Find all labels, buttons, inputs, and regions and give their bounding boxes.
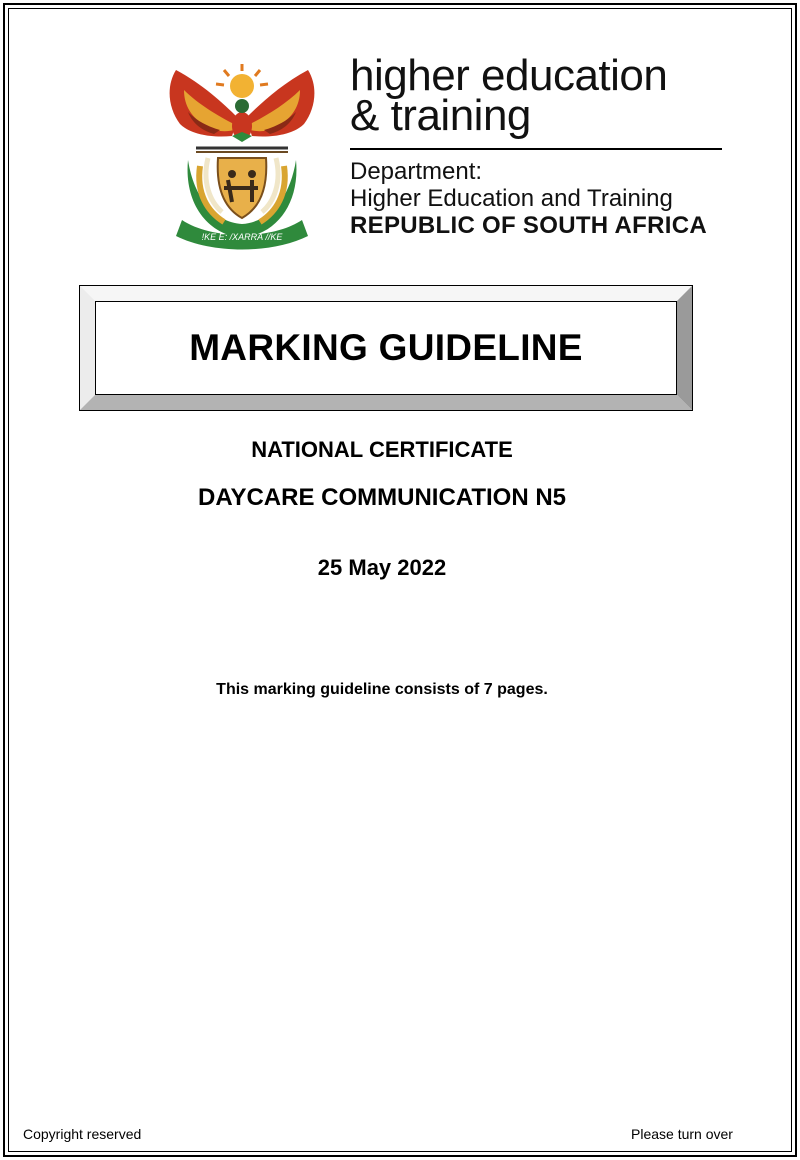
footer-turn-over: Please turn over xyxy=(631,1126,733,1142)
certificate-heading: NATIONAL CERTIFICATE xyxy=(251,437,513,462)
bevel-right xyxy=(677,286,692,410)
footer-copyright: Copyright reserved xyxy=(23,1126,142,1142)
bevel-top xyxy=(80,286,692,301)
page-count-note: This marking guideline consists of 7 pages. xyxy=(216,681,548,698)
department-logo-text xyxy=(350,51,730,239)
logo-divider xyxy=(350,148,722,150)
department-name xyxy=(350,158,707,239)
title-box xyxy=(79,285,693,411)
logo-line-2: & training xyxy=(350,91,531,140)
bevel-left xyxy=(80,286,95,410)
country-name: REPUBLIC OF SOUTH AFRICA xyxy=(350,212,707,239)
logo-line-1: higher education xyxy=(350,51,668,100)
title-face xyxy=(95,301,677,395)
subject-heading: DAYCARE COMMUNICATION N5 xyxy=(197,484,566,511)
exam-date: 25 May 2022 xyxy=(317,555,447,580)
dept-full-name: Higher Education and Training xyxy=(350,185,673,212)
sun-icon xyxy=(216,64,268,98)
crest-motto: !KE E: /XARRA //KE xyxy=(201,232,283,242)
coat-of-arms-icon xyxy=(162,62,322,250)
bevel-bottom xyxy=(80,395,692,410)
dept-label: Department: xyxy=(350,158,483,185)
document-title: MARKING GUIDELINE xyxy=(189,327,583,368)
